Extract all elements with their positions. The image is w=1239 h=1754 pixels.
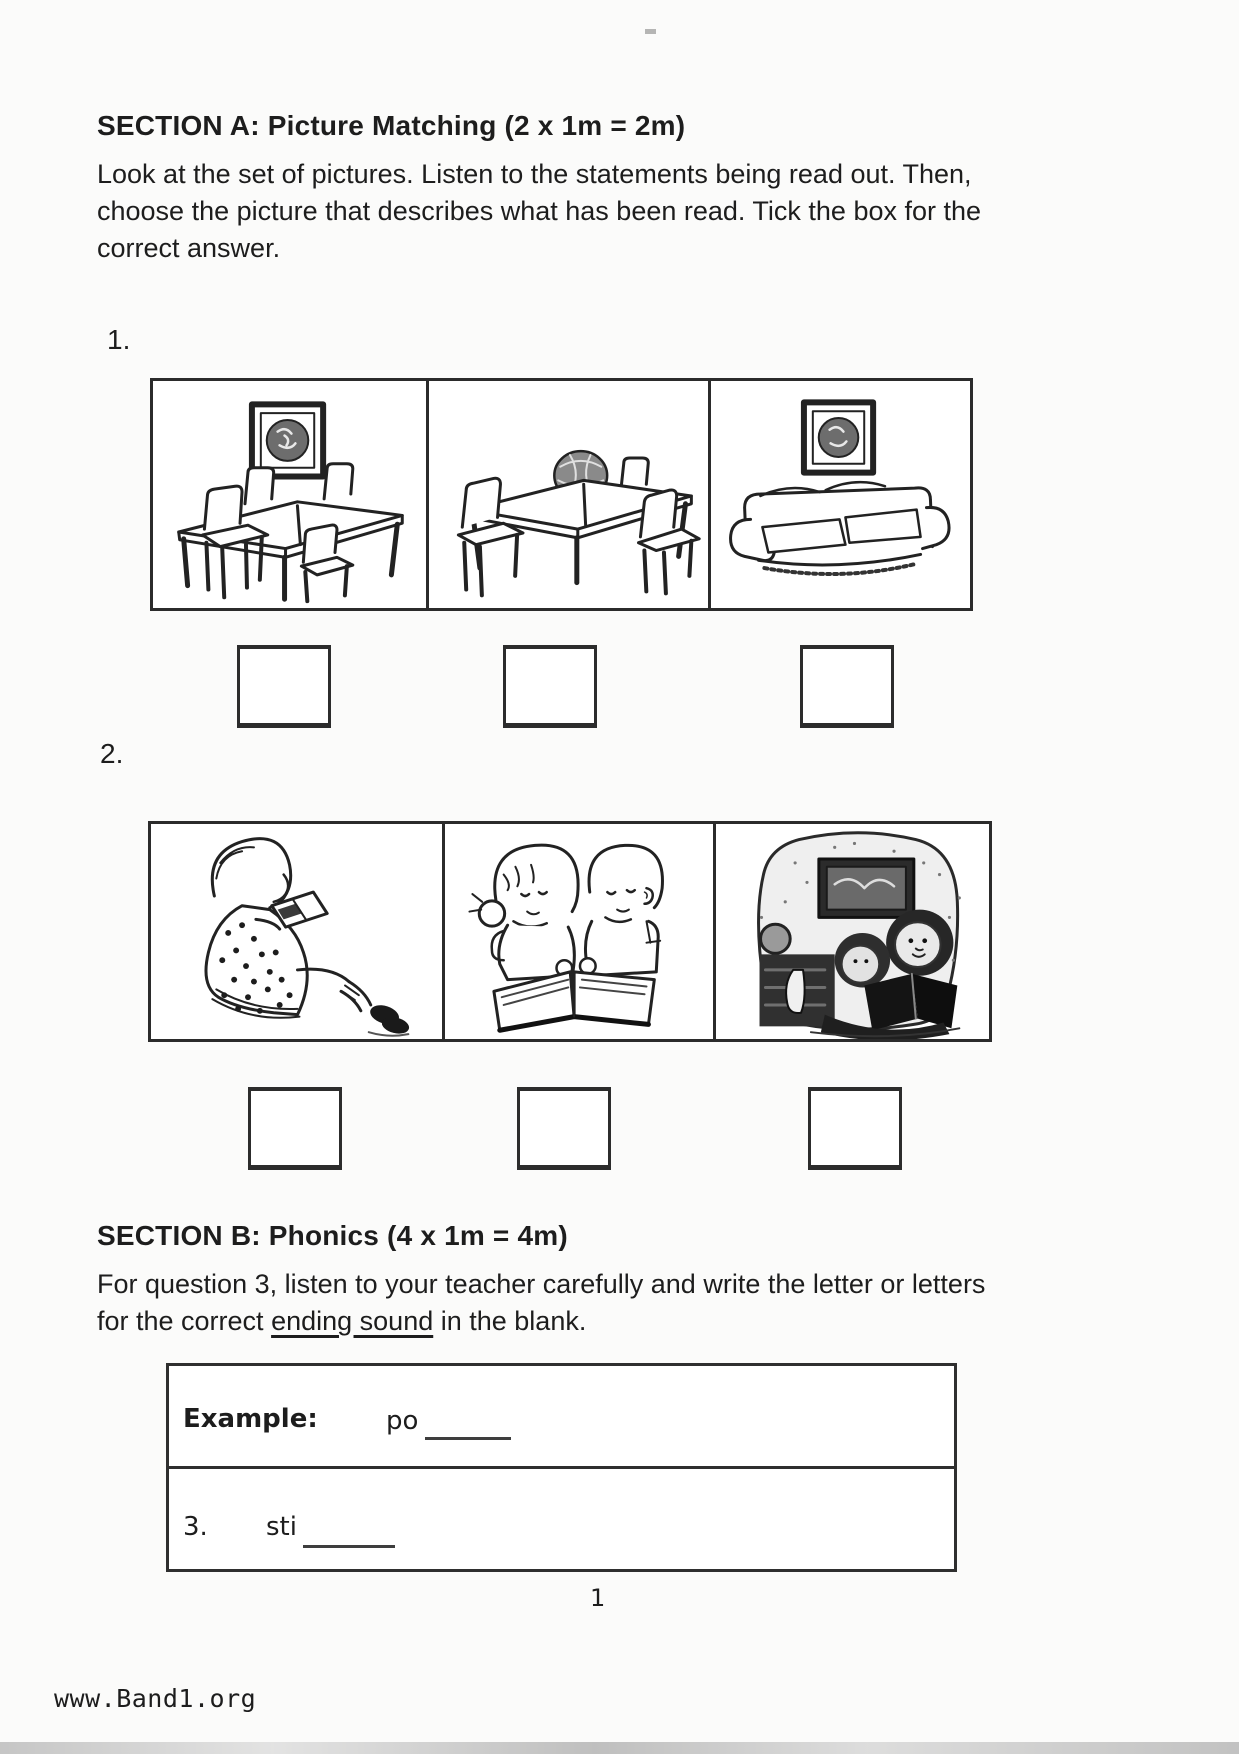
dining-table-icon bbox=[179, 464, 403, 601]
page-number: 1 bbox=[590, 1584, 606, 1612]
q1-picture-option-3 bbox=[708, 381, 970, 608]
section-b-instructions-part1: For question 3, listen to your teacher carefully and write the letter or letters for the correct bbox=[97, 1269, 986, 1336]
sofa-wall-picture-illustration bbox=[711, 381, 970, 608]
dining-table-wall-picture-illustration bbox=[153, 381, 426, 608]
q2-picture-option-3 bbox=[713, 824, 989, 1039]
section-a-heading: SECTION A: Picture Matching (2 x 1m = 2m) bbox=[97, 110, 686, 141]
child-face bbox=[842, 946, 880, 983]
scan-edge-artifact bbox=[0, 1742, 1239, 1754]
lamp-icon bbox=[761, 924, 791, 953]
mother-face bbox=[895, 922, 941, 967]
picture-frame-icon bbox=[252, 404, 323, 476]
example-word-stem: po bbox=[386, 1406, 419, 1436]
question-2-number: 2. bbox=[100, 738, 124, 769]
footer-website-url: www.Band1.org bbox=[54, 1684, 257, 1713]
q2-answer-checkbox-3[interactable] bbox=[808, 1087, 902, 1170]
q2-picture-option-1 bbox=[151, 824, 442, 1039]
girl-hair bbox=[212, 839, 290, 908]
jug bbox=[786, 970, 805, 1013]
example-label: Example: bbox=[183, 1404, 318, 1434]
question-1-picture-grid bbox=[150, 378, 973, 611]
answer-box-divider bbox=[168, 1466, 955, 1469]
phonics-answer-box bbox=[166, 1363, 957, 1572]
phonics-q3-answer-blank[interactable] bbox=[303, 1545, 395, 1548]
q1-answer-checkbox-3[interactable] bbox=[800, 645, 894, 728]
two-children-reading-illustration bbox=[445, 824, 713, 1039]
picture-frame-icon bbox=[804, 402, 873, 472]
q1-answer-checkbox-2[interactable] bbox=[503, 645, 597, 728]
question-1-number: 1. bbox=[107, 324, 131, 355]
q2-answer-checkbox-2[interactable] bbox=[517, 1087, 611, 1170]
pigtail bbox=[479, 901, 504, 926]
sofa-icon bbox=[731, 482, 949, 574]
mother-child-reading-illustration bbox=[716, 824, 989, 1039]
section-b-instructions-part2: in the blank. bbox=[433, 1306, 587, 1336]
girl-reading-illustration bbox=[151, 824, 442, 1039]
question-3-word-stem: sti bbox=[266, 1512, 297, 1542]
section-b-instructions-underlined: ending sound bbox=[271, 1306, 434, 1336]
q1-picture-option-1 bbox=[153, 381, 426, 608]
q1-answer-checkbox-1[interactable] bbox=[237, 645, 331, 728]
phonics-example-blank[interactable] bbox=[425, 1437, 511, 1440]
question-3-number: 3. bbox=[183, 1512, 208, 1542]
question-2-picture-grid bbox=[148, 821, 992, 1042]
q2-answer-checkbox-1[interactable] bbox=[248, 1087, 342, 1170]
dining-table-basket-illustration bbox=[429, 381, 708, 608]
section-b-heading: SECTION B: Phonics (4 x 1m = 4m) bbox=[97, 1220, 568, 1251]
scan-artifact-dash bbox=[645, 29, 656, 34]
q1-picture-option-2 bbox=[426, 381, 708, 608]
section-a-instructions: Look at the set of pictures. Listen to the statements being read out. Then, choose the picture that describes what has been read. Tick the box for the correct answer. bbox=[97, 159, 982, 263]
q2-picture-option-2 bbox=[442, 824, 713, 1039]
section-b-instructions bbox=[97, 1266, 1005, 1340]
